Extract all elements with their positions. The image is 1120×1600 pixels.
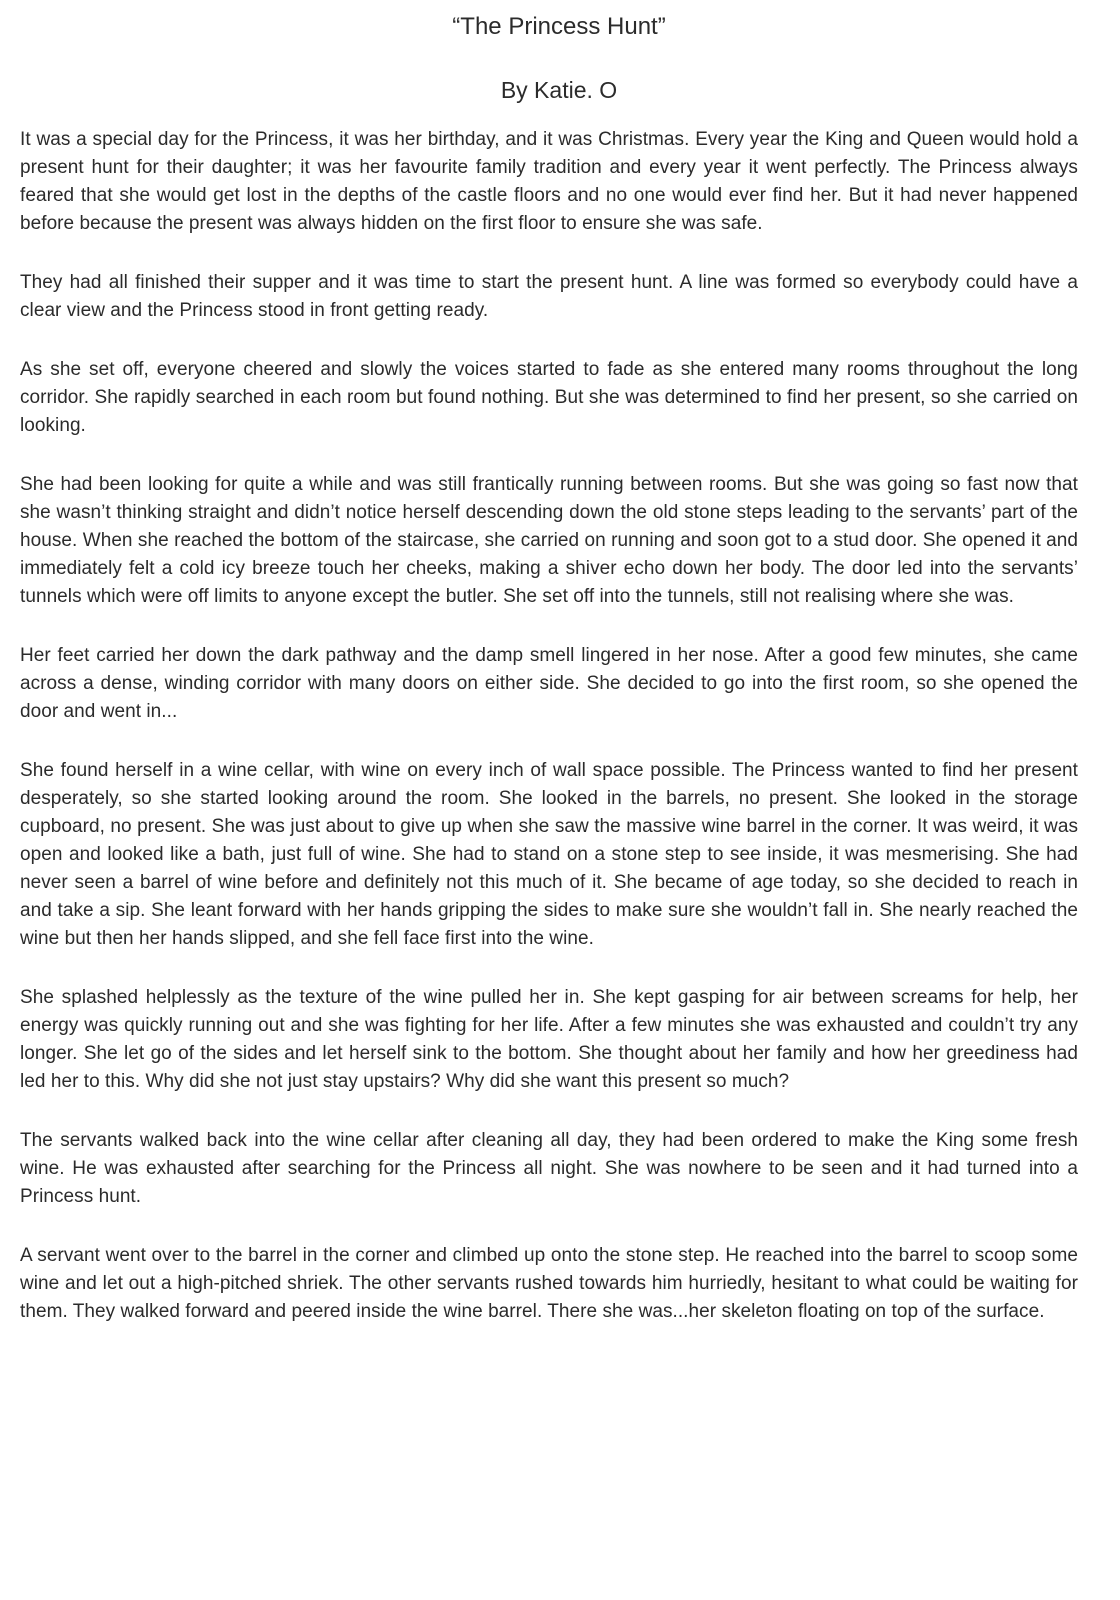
story-paragraph: She splashed helplessly as the texture of the wine pulled her in. She kept gasping for air between screams for help, her energy was quickly running out and she was fighting for her life. After a few minutes she was exhausted and couldn’t try any longer. She let go of the sides and let herself sink to the bottom. She thought about her family and how her greediness had led her to this. Why did she not just stay upstairs? Why did she want this present so much? [20, 987, 1078, 1092]
story-paragraph: As she set off, everyone cheered and slowly the voices started to fade as she entered many rooms throughout the long corridor. She rapidly searched in each room but found nothing. But she was determined to find her present, so she carried on looking. [20, 359, 1078, 436]
story-paragraph: She found herself in a wine cellar, with wine on every inch of wall space possible. The Princess wanted to find her present desperately, so she started looking around the room. She looked in the barrels, no present. She looked in the storage cupboard, no present. She was just about to give up when she saw the massive wine barrel in the corner. It was weird, it was open and looked like a bath, just full of wine. She had to stand on a stone step to see inside, it was mesmerising. She had never seen a barrel of wine before and definitely not this much of it. She became of age today, so she decided to reach in and take a sip. She leant forward with her hands gripping the sides to make sure she wouldn’t fall in. She nearly reached the wine but then her hands slipped, and she fell face first into the wine. [20, 760, 1078, 949]
story-body [20, 126, 1078, 1326]
story-paragraph: They had all finished their supper and it was time to start the present hunt. A line was formed so everybody could have a clear view and the Princess stood in front getting ready. [20, 272, 1078, 321]
story-paragraph: A servant went over to the barrel in the corner and climbed up onto the stone step. He reached into the barrel to scoop some wine and let out a high-pitched shriek. The other servants rushed towards him hurriedly, hesitant to what could be waiting for them. They walked forward and peered inside the wine barrel. There she was...her skeleton floating on top of the surface. [20, 1245, 1078, 1322]
story-title: “The Princess Hunt” [452, 13, 666, 40]
story-paragraph: She had been looking for quite a while and was still frantically running between rooms. But she was going so fast now that she wasn’t thinking straight and didn’t notice herself descending down the old stone steps leading to the servants’ part of the house. When she reached the bottom of the staircase, she carried on running and soon got to a stud door. She opened it and immediately felt a cold icy breeze touch her cheeks, making a shiver echo down her body. The door led into the servants’ tunnels which were off limits to anyone except the butler. She set off into the tunnels, still not realising where she was. [20, 474, 1078, 607]
story-paragraph: The servants walked back into the wine cellar after cleaning all day, they had been ordered to make the King some fresh wine. He was exhausted after searching for the Princess all night. She was nowhere to be seen and it had turned into a Princess hunt. [20, 1130, 1078, 1207]
story-author: By Katie. O [500, 77, 618, 103]
story-paragraph: It was a special day for the Princess, it was her birthday, and it was Christmas. Every year the King and Queen would hold a present hunt for their daughter; it was her favourite family tradition and every year it went perfectly. The Princess always feared that she would get lost in the depths of the castle floors and no one would ever find her. But it had never happened before because the present was always hidden on the first floor to ensure she was safe. [20, 129, 1078, 234]
story-paragraph: Her feet carried her down the dark pathway and the damp smell lingered in her nose. After a good few minutes, she came across a dense, winding corridor with many doors on either side. She decided to go into the first room, so she opened the door and went in... [20, 645, 1078, 722]
